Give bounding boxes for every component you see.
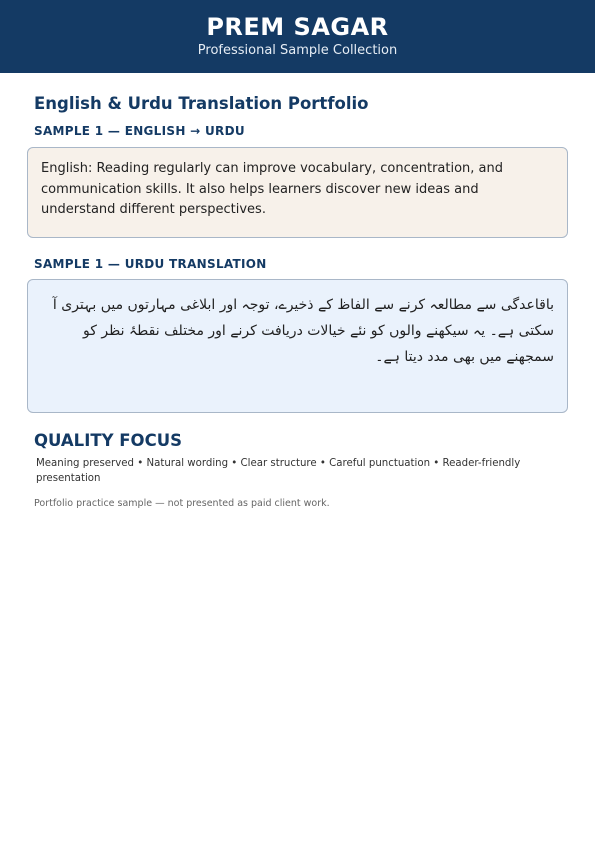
quality-focus-title: QUALITY FOCUS (34, 431, 182, 450)
urdu-translation-text: باقاعدگی سے مطالعہ کرنے سے الفاظ کے ذخیرے، توجہ اور ابلاغی مہارتوں میں بہتری آ سکتی ہے۔ یہ سیکھنے والوں کو نئے خیالات دریافت کرنے اور مختلف نقطۂ نظر کو سمجھنے میں بھی مدد دیتا ہے۔ (52, 297, 554, 365)
urdu-translation-box (27, 279, 568, 413)
page-header (0, 0, 595, 73)
header-subtitle: Professional Sample Collection (197, 43, 398, 58)
document-title: English & Urdu Translation Portfolio (34, 94, 369, 113)
english-sample-box (27, 147, 568, 238)
author-name: PREM SAGAR (206, 13, 389, 41)
sample-urdu-label: SAMPLE 1 — URDU TRANSLATION (34, 257, 267, 271)
portfolio-footnote: Portfolio practice sample — not presented as paid client work. (34, 498, 330, 509)
sample-english-label: SAMPLE 1 — ENGLISH → URDU (34, 124, 245, 138)
english-sample-text: English: Reading regularly can improve vocabulary, concentration, and communication skills. It also helps learners discover new ideas and understand different perspectives. (41, 161, 504, 217)
quality-focus-points: Meaning preserved • Natural wording • Clear structure • Careful punctuation • Reader-friendly presentation (36, 458, 521, 484)
